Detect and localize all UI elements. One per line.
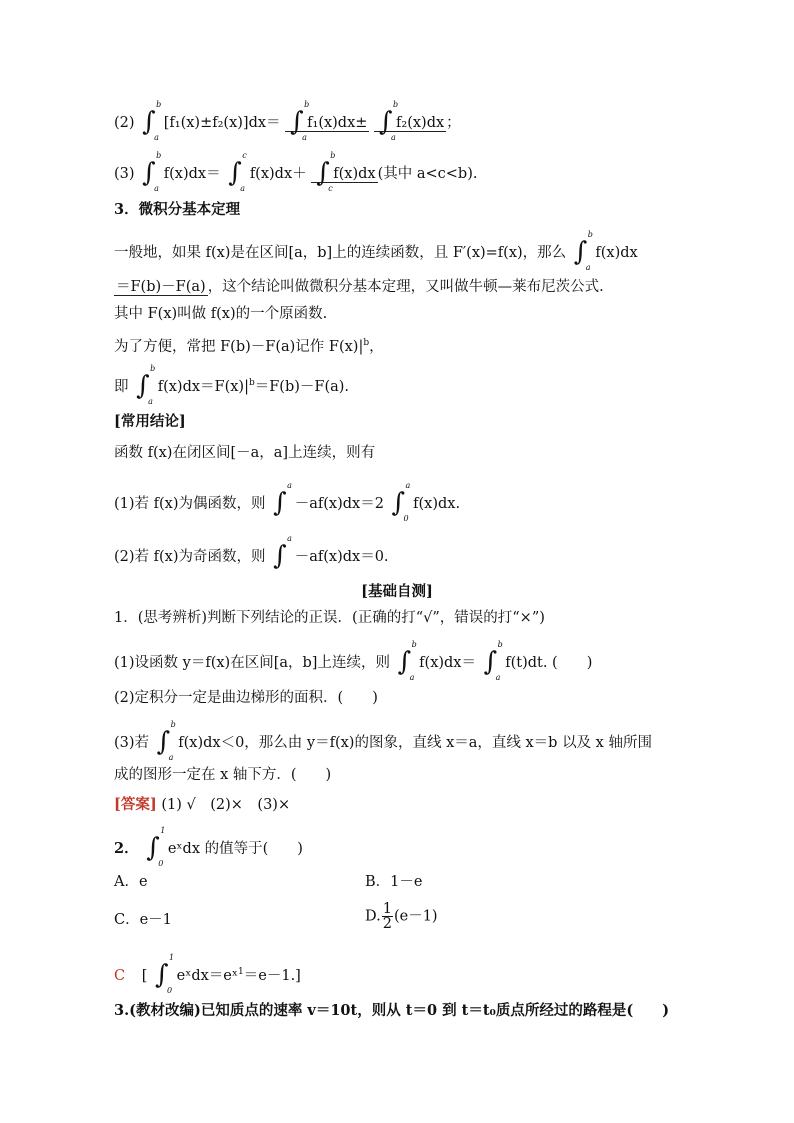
question-1-1: (1)设函数 y＝f(x)在区间[a，b]上连续，则 ∫ b a f(x)dx＝ ∫ b a f(t)dt. ( ) <box>114 640 593 682</box>
answer-text: (1) √ (2)× (3)× <box>161 797 291 813</box>
integral-sign: ∫ b a <box>142 151 162 193</box>
answer-line <box>114 795 290 815</box>
integral-sign: ∫ a <box>273 481 292 518</box>
question-2: 2． ∫ 1 0 eˣdx 的值等于( ) <box>114 826 303 868</box>
question-1: 1．(思考辨析)判断下列结论的正误．(正确的打“√”，错误的打“×”) <box>114 610 545 626</box>
blank-answer-2: ∫ b a f₂(x)dx <box>374 115 446 132</box>
item-label: (3) <box>114 166 135 182</box>
integral-sign: ∫ c a <box>228 151 247 193</box>
integral-sign: ∫ 1 0 <box>146 826 166 868</box>
solution-letter: C <box>114 968 126 984</box>
question-1-2: (2)定积分一定是曲边梯形的面积．( ) <box>114 690 378 706</box>
question-1-3: (3)若 ∫ b a f(x)dx＜0，那么由 y＝f(x)的图象，直线 x＝a，直线 x＝b 以及 x 轴所围 <box>114 720 652 762</box>
integrand-sum: [f₁(x)±f₂(x)]dx＝ <box>163 115 281 131</box>
theorem-line-2: ＝F(b)－F(a) ，这个结论叫做微积分基本定理，又叫做牛顿—莱布尼茨公式. <box>116 279 604 295</box>
solution-line: C [ ∫ 1 0 eˣdx＝eˣ$^1$＝e－1.] <box>114 953 301 995</box>
theorem-line-3: 其中 F(x)叫做 f(x)的一个原函数. <box>114 306 328 322</box>
blank-answer-1: ∫ b a f₁(x)dx± <box>285 115 369 132</box>
common-intro: 函数 f(x)在闭区间[－a，a]上连续，则有 <box>114 445 376 461</box>
theorem-line-4: 为了方便，常把 F(b)－F(a)记作 $F(x)|^b$， <box>114 338 384 355</box>
theorem-line-1: 一般地，如果 f(x)是在区间[a，b]上的连续函数，且 F′(x)=f(x)，那么 ∫ b a f(x)dx <box>114 230 638 272</box>
integral-sign: ∫ a 0 <box>391 481 411 523</box>
integral-sign: ∫ a <box>273 534 292 571</box>
question-1-3-cont: 成的图形一定在 x 轴下方．( ) <box>114 767 332 783</box>
section-title: 3．微积分基本定理 <box>114 201 241 218</box>
integral-sign: ∫ b a <box>142 100 162 142</box>
question-3: 3.(教材改编)已知质点的速率 v＝10t，则从 t＝0 到 t＝t₀质点所经过的路程是( ) <box>114 1002 670 1019</box>
conclusion-1: (1)若 f(x)为偶函数，则 ∫ a －af(x)dx＝2 ∫ a 0 f(x)dx. <box>114 481 461 523</box>
theorem-line-5: 即 ∫ b a $f(x)dx=F(x)|^b=F(b)-F(a)$. <box>114 364 350 406</box>
conclusion-2: (2)若 f(x)为奇函数，则 ∫ a －af(x)dx＝0. <box>114 540 389 574</box>
blank-answer-4: ＝F(b)－F(a) <box>116 279 206 295</box>
option-a: A．e <box>114 874 148 890</box>
property-2: (2) ∫ b a [f₁(x)±f₂(x)]dx＝ ∫ b a f₁(x)dx± ∫ b a f₂(x)dx ； <box>114 100 461 142</box>
common-conclusions-title: [常用结论] <box>114 413 186 430</box>
integral-sign: ∫ b a <box>573 230 593 272</box>
integral-sign: ∫ 1 0 <box>155 953 175 995</box>
integral-sign: ∫ b a <box>136 364 156 406</box>
item-label: (2) <box>114 115 135 131</box>
integral-sign: ∫ b a <box>156 720 176 762</box>
option-c: C．e－1 <box>114 912 172 928</box>
property-3: (3) ∫ b a f(x)dx＝ ∫ c a f(x)dx＋ ∫ b c f(x)dx (其中 a<c<b). <box>114 151 478 193</box>
option-b: B．1－e <box>365 874 423 890</box>
integral-sign: ∫ b a <box>397 640 417 682</box>
integral-sign: ∫ b a <box>483 640 503 682</box>
self-test-title: [基础自测] <box>361 583 433 600</box>
answer-label: [答案] <box>114 796 157 813</box>
blank-answer-3: ∫ b c f(x)dx <box>311 166 377 183</box>
option-d: D. $\frac{1}{2}$ (e－1) <box>365 901 438 932</box>
